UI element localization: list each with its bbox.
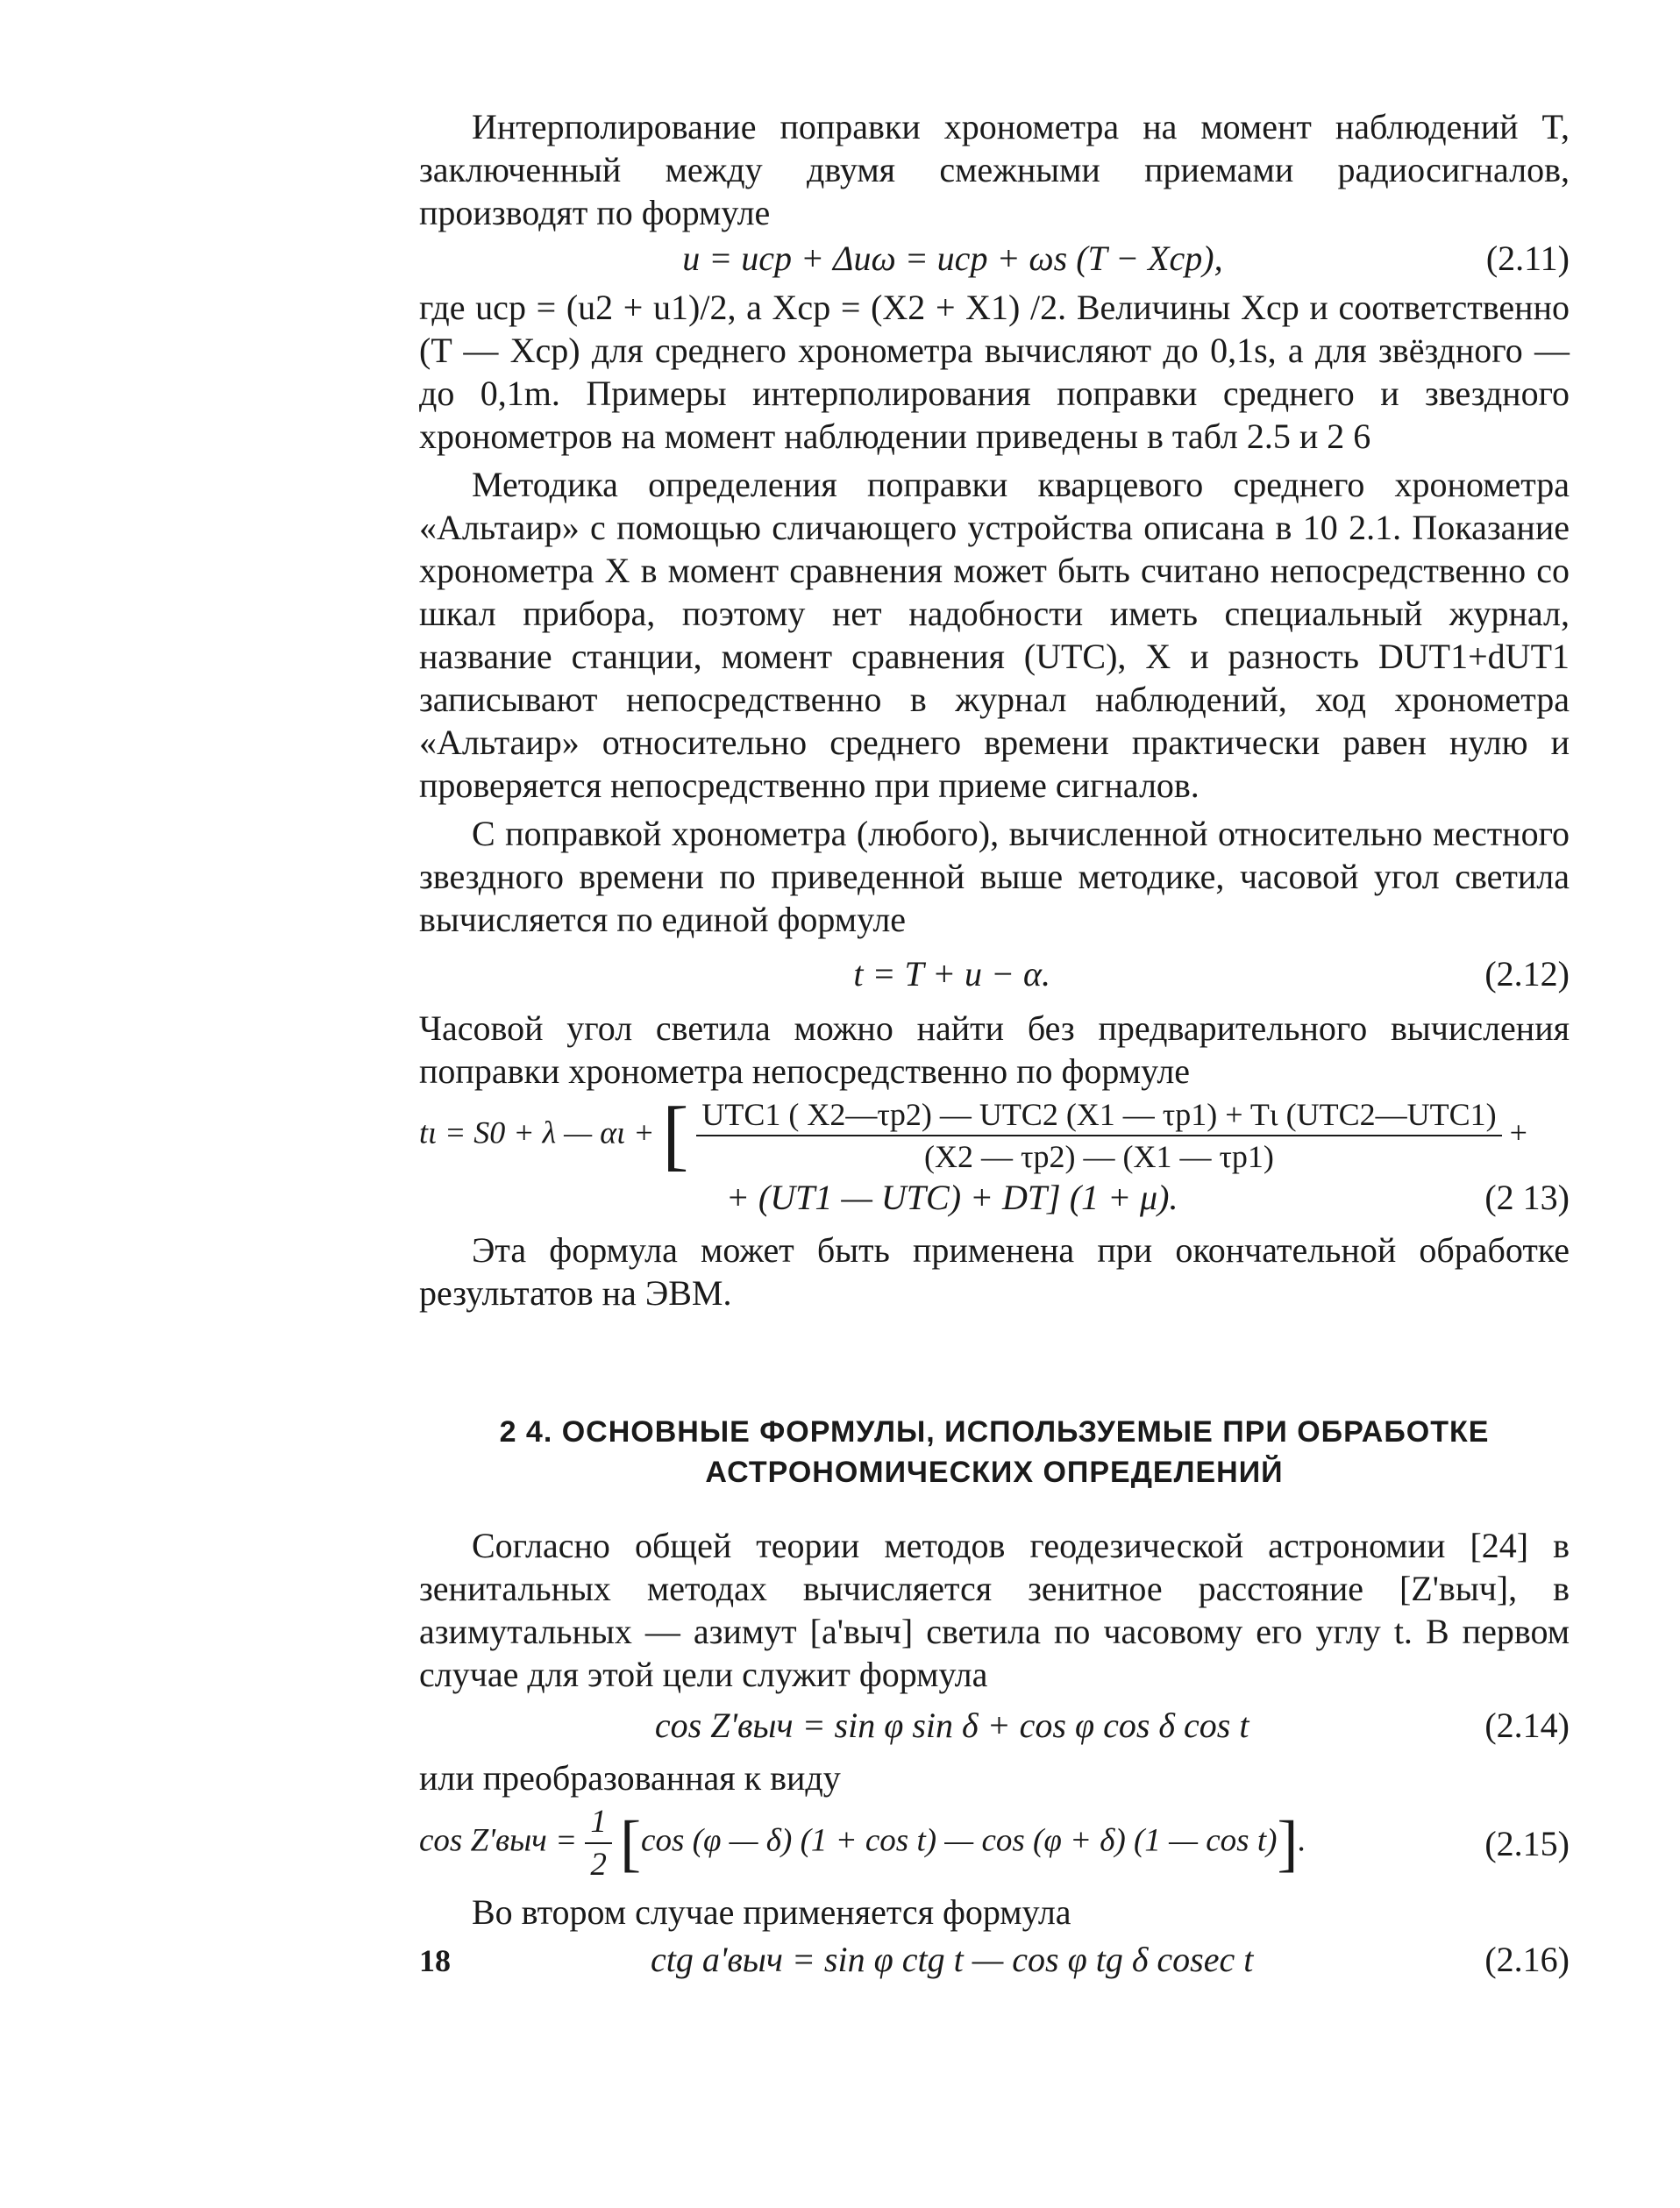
- equation-2-15-lhs: cos Z'выч =: [419, 1822, 578, 1859]
- equation-2-15-half: [585, 1803, 612, 1884]
- section-heading-line2: АСТРОНОМИЧЕСКИХ ОПРЕДЕЛЕНИЙ: [705, 1456, 1284, 1489]
- paragraph-transformed: или преобразованная к виду: [419, 1758, 841, 1798]
- equation-2-15: [419, 1803, 1570, 1884]
- paragraph-hour-angle: С поправкой хронометра (любого), вычисленной относительно местного звездного времени по приведенной выше методике, часовой угол светила вычисляется по единой формуле: [419, 814, 1570, 939]
- section-heading: [419, 1412, 1570, 1492]
- equation-2-13-numerator: UTC1 ( X2—τp2) — UTC2 (X1 — τp1) + Tι (UTC2—UTC1): [696, 1096, 1501, 1136]
- paragraph-where: где uср = (u2 + u1)/2, а Xср = (X2 + X1) /2. Величины Xср и соответственно (T — Xср) для среднего хронометра вычисляют до 0,1s, а для звёздного — до 0,1m. Примеры интерполирования поправки среднего и звездного хронометров на момент наблюдении приведены в табл 2.5 и 2 6: [419, 288, 1570, 456]
- equation-2-12: [419, 953, 1570, 994]
- equation-2-13-fraction: [696, 1096, 1501, 1175]
- equation-2-13-lhs: tι = S0 + λ — αι +: [419, 1115, 655, 1150]
- equation-2-16: [419, 1939, 1570, 1980]
- equation-2-13-line2: [419, 1177, 1570, 1218]
- equation-2-15-half-num: 1: [585, 1803, 612, 1844]
- equation-2-15-body-row: [419, 1803, 1484, 1884]
- equation-number-2-13: (2 13): [1484, 1178, 1570, 1217]
- equation-2-11: [419, 238, 1570, 279]
- equation-number-2-16: (2.16): [1484, 1940, 1570, 1979]
- paragraph-second-case: Во втором случае применяется формула: [472, 1892, 1071, 1932]
- section-heading-line1: 2 4. ОСНОВНЫЕ ФОРМУЛЫ, ИСПОЛЬЗУЕМЫЕ ПРИ ОБРАБОТКЕ: [499, 1415, 1490, 1449]
- paragraph-altair: Методика определения поправки кварцевого среднего хронометра «Альтаир» с помощью сличающего устройства описана в 10 2.1. Показание хронометра X в момент сравнения может быть считано непосредственно со шкал прибора, поэтому нет надобности иметь специальный журнал, название станции, момент сравнения (UTC), X и разность DUT1+dUT1 записывают непосредственно в журнал наблюдений, ход хронометра «Альтаир» относительно среднего времени практически равен нулю и проверяется непосредственно при приеме сигналов.: [419, 465, 1570, 805]
- equation-2-15-half-den: 2: [590, 1847, 607, 1883]
- paragraph-evm: Эта формула может быть применена при окончательной обработке результатов на ЭВМ.: [419, 1230, 1570, 1313]
- equation-2-13-denominator: (X2 — τp2) — (X1 — τp1): [924, 1139, 1274, 1174]
- equation-2-16-body: ctg a'выч = sin φ ctg t — cos φ tg δ cosec t: [650, 1940, 1254, 1979]
- equation-2-13-line1: [419, 1092, 1570, 1179]
- equation-2-13-plus: +: [1509, 1115, 1527, 1150]
- equation-number-2-14: (2.14): [1484, 1706, 1570, 1745]
- bracket-open-2-15: [: [620, 1808, 642, 1878]
- equation-2-11-body: u = uср + Δuω = uср + ωs (T − Xср),: [682, 239, 1223, 278]
- bracket-open: [: [662, 1092, 689, 1179]
- paragraph-hour-angle-direct: Часовой угол светила можно найти без предварительного вычисления поправки хронометра непосредственно по формуле: [419, 1008, 1570, 1091]
- equation-2-14-body: cos Z'выч = sin φ sin δ + cos φ cos δ cos t: [654, 1706, 1249, 1745]
- equation-2-13-continuation: + (UT1 — UTC) + DT] (1 + μ).: [725, 1178, 1178, 1217]
- equation-number-2-15: (2.15): [1484, 1823, 1570, 1863]
- page-number: 18: [419, 1943, 451, 1978]
- paragraph-general-theory: Согласно общей теории методов геодезической астрономии [24] в зенитальных методах вычисляется зенитное расстояние [Z'выч], в азимутальных — азимут [a'выч] светила по часовому его углу t. В первом случае для этой цели служит формула: [419, 1526, 1570, 1694]
- equation-2-14: [419, 1705, 1570, 1746]
- equation-2-15-tail: .: [1298, 1822, 1306, 1859]
- equation-2-12-body: t = T + u − α.: [853, 954, 1050, 994]
- bracket-close-2-15: ]: [1277, 1808, 1299, 1878]
- paragraph-interpolation: Интерполирование поправки хронометра на момент наблюдений T, заключенный между двумя смежными приемами радиосигналов, производят по формуле: [419, 107, 1570, 232]
- equation-2-15-body: cos (φ — δ) (1 + cos t) — cos (φ + δ) (1 — cos t): [641, 1822, 1278, 1859]
- equation-number-2-11: (2.11): [1485, 239, 1570, 278]
- text-block-2: [419, 1524, 1570, 1980]
- text-block-1: [419, 105, 1570, 1314]
- equation-number-2-12: (2.12): [1484, 954, 1570, 994]
